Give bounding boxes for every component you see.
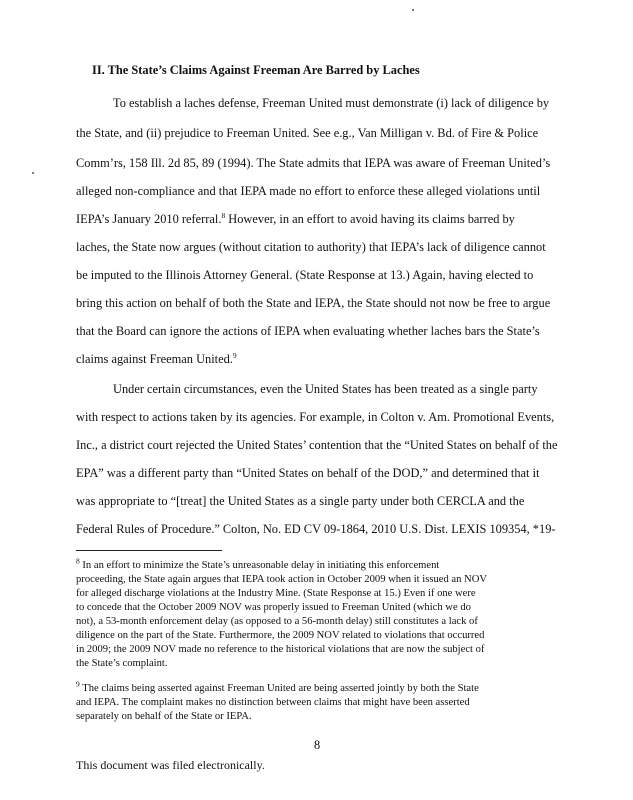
footnote-text: In an effort to minimize the State’s unreasonable delay in initiating this enforcement <box>82 560 440 571</box>
body-line: Federal Rules of Procedure.” Colton, No. ED CV 09-1864, 2010 U.S. Dist. LEXIS 109354, *19- <box>76 522 556 536</box>
footnote-line: in 2009; the 2009 NOV made no reference to the historical violations that are now the subject of <box>76 644 485 655</box>
body-line: was appropriate to “[treat] the United States as a single party under both CERCLA and the <box>76 494 525 508</box>
footnote-line: diligence on the part of the State. Furthermore, the 2009 NOV related to violations that occurred <box>76 630 485 641</box>
footnote-text: The claims being asserted against Freeman United are being asserted jointly by both the State <box>82 683 479 694</box>
footnote-line <box>76 679 479 694</box>
footnote-ref[interactable]: 9 <box>232 350 237 360</box>
filed-notice: This document was filed electronically. <box>76 758 265 772</box>
footnote-number: 9 <box>76 679 80 689</box>
footnote-divider <box>76 550 222 551</box>
body-line: bring this action on behalf of both the State and IEPA, the State should not now be free to argue <box>76 296 551 310</box>
footnote-number: 8 <box>76 556 80 566</box>
footnote-line: the State’s complaint. <box>76 658 168 669</box>
section-heading: II. The State’s Claims Against Freeman Are Barred by Laches <box>92 63 420 77</box>
footnote-line: proceeding, the State again argues that IEPA took action in October 2009 when it issued an NOV <box>76 574 488 585</box>
footnote-line: for alleged discharge violations at the Industry Mine. (State Response at 15.) Even if one were <box>76 588 476 599</box>
body-line <box>76 352 237 367</box>
footnote-line: separately on behalf of the State or IEPA. <box>76 711 252 722</box>
footnote-line: not), a 53-month enforcement delay (as opposed to a 56-month delay) still constitutes a lack of <box>76 616 478 627</box>
footnote-ref[interactable]: 8 <box>221 210 226 220</box>
body-line: Under certain circumstances, even the United States has been treated as a single party <box>113 382 538 396</box>
body-line-text: IEPA’s January 2010 referral. <box>76 212 222 226</box>
body-line-text: claims against Freeman United. <box>76 352 233 366</box>
body-line: To establish a laches defense, Freeman United must demonstrate (i) lack of diligence by <box>113 96 550 110</box>
footnote-line: and IEPA. The complaint makes no distinction between claims that might have been asserted <box>76 697 470 708</box>
page-number: 8 <box>314 738 321 752</box>
body-line: EPA” was a different party than “United States on behalf of the DOD,” and determined that it <box>76 466 540 480</box>
body-line <box>76 212 515 227</box>
body-line: alleged non-compliance and that IEPA made no effort to enforce these alleged violations until <box>76 184 541 198</box>
scan-speck <box>412 9 414 11</box>
body-line-text: However, in an effort to avoid having its claims barred by <box>225 212 515 226</box>
body-line: the State, and (ii) prejudice to Freeman United. See e.g., Van Milligan v. Bd. of Fire & Police <box>76 126 539 140</box>
footnote-line <box>76 556 440 571</box>
body-line: be imputed to the Illinois Attorney General. (State Response at 13.) Again, having elected to <box>76 268 534 282</box>
body-line: Comm’rs, 158 Ill. 2d 85, 89 (1994). The State admits that IEPA was aware of Freeman United’s <box>76 156 551 170</box>
scan-speck <box>32 172 34 174</box>
body-line: that the Board can ignore the actions of IEPA when evaluating whether laches bars the State’s <box>76 324 540 338</box>
body-line: Inc., a district court rejected the United States’ contention that the “United States on behalf of the <box>76 438 558 452</box>
footnote-line: to concede that the October 2009 NOV was properly issued to Freeman United (which we do <box>76 602 471 613</box>
body-line: with respect to actions taken by its agencies. For example, in Colton v. Am. Promotional Events, <box>76 410 555 424</box>
body-line: laches, the State now argues (without citation to authority) that IEPA’s lack of diligence cannot <box>76 240 546 254</box>
